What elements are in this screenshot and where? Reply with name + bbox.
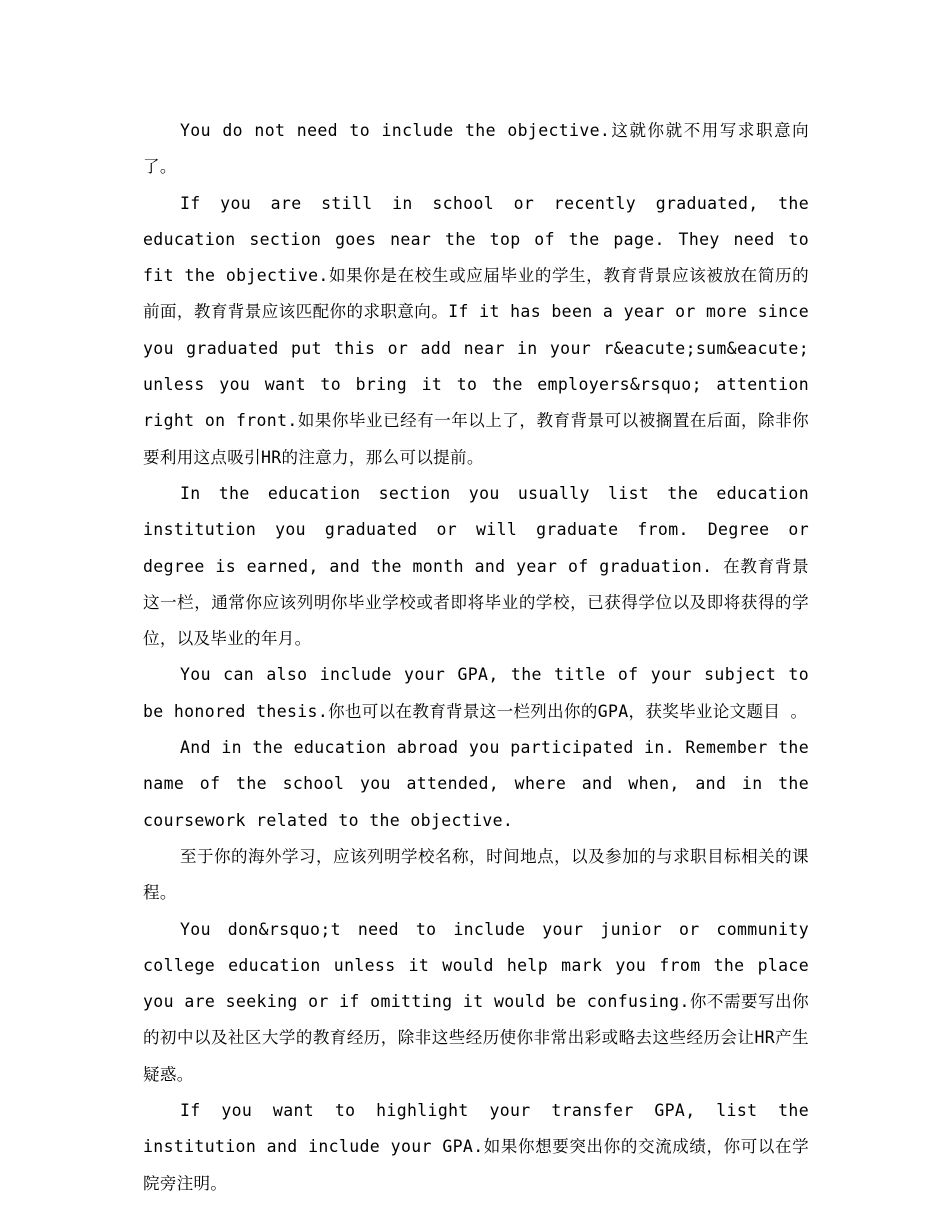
paragraph-community-college: You don&rsquo;t need to include your junior or community college education unless it would help mark you from the place you are seeking or if omitting it would be confusing.你不需要写出你的初中以及社区大学的教育经历，除非这些经历使你非常出彩或略去这些经历会让HR产生疑惑。 (143, 919, 809, 1084)
paragraph-gpa-thesis: You can also include your GPA, the title of your subject to be honored thesis.你也可以在教育背景这一栏列出你的GPA，获奖毕业论文题目 。 (143, 665, 809, 721)
paragraph-objective: You do not need to include the objective.这就你就不用写求职意向了。 (143, 121, 809, 177)
paragraph-education-placement: If you are still in school or recently graduated, the education section goes near the top of the page. They need to fit the objective.如果你是在校生或应届毕业的学生，教育背景应该被放在简历的前面，教育背景应该匹配你的求职意向。If it has been a year or more since you graduated put this or add near in your r&eacute;sum&eacute; unless you want to bring it to the employers&rsquo; attention right on front.如果你毕业已经有一年以上了，教育背景可以被搁置在后面，除非你要利用这点吸引HR的注意力，那么可以提前。 (143, 193, 809, 467)
paragraph-education-section: In the education section you usually list the education institution you graduated or will graduate from. Degree or degree is earned, and the month and year of graduation. 在教育背景这一栏，通常你应该列明你毕业学校或者即将毕业的学校，已获得学位以及即将获得的学位，以及毕业的年月。 (143, 483, 809, 649)
paragraph-transfer-gpa: If you want to highlight your transfer GPA, list the institution and include your GPA.如果你想要突出你的交流成绩，你可以在学院旁注明。 (143, 1101, 809, 1193)
paragraph-education-abroad: And in the education abroad you participated in. Remember the name of the school you attended, where and when, and in the coursework related to the objective. (143, 738, 809, 830)
document-body (143, 113, 809, 1202)
paragraph-education-abroad-chinese: 至于你的海外学习，应该列明学校名称，时间地点，以及参加的与求职目标相关的课程。 (143, 846, 809, 903)
